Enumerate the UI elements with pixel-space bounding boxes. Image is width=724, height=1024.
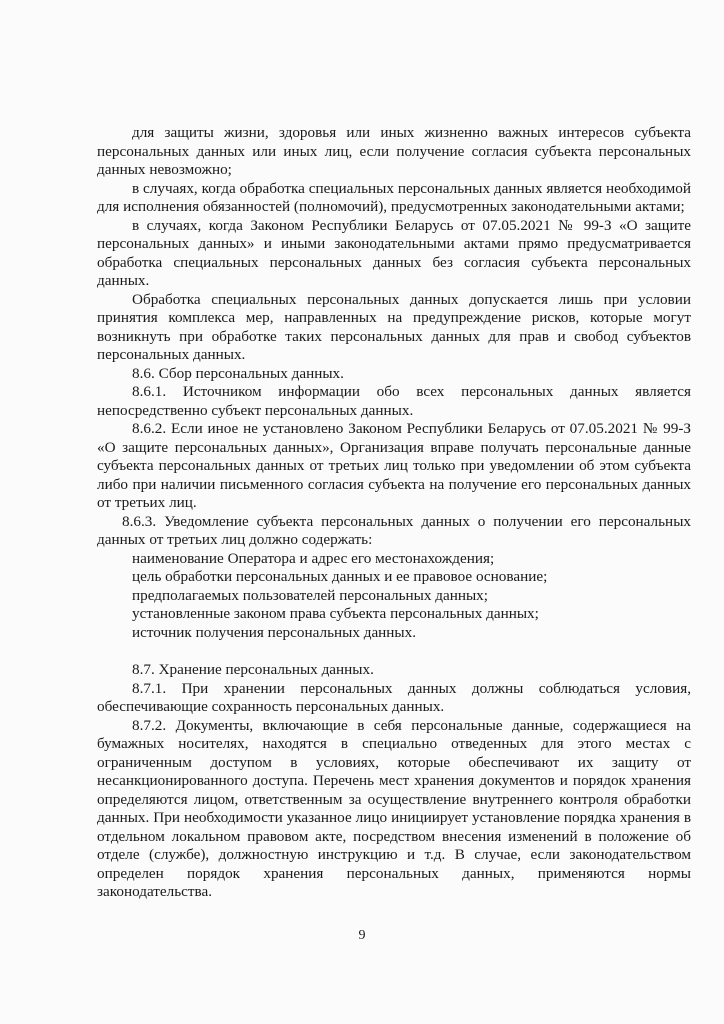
paragraph-8-6-2: 8.6.2. Если иное не установлено Законом Республики Беларусь от 07.05.2021 № 99-З «О защите персональных данных», Организация вправе получать персональные данные субъекта персональных данных от третьих лиц только при уведомлении об этом субъекта либо при наличии письменного согласия субъекта на получение его персональных данных от третьих лиц. xyxy=(97,420,691,511)
list-item: установленные законом права субъекта персональных данных; xyxy=(132,605,539,622)
section-spacer xyxy=(97,642,691,661)
document-body xyxy=(97,124,691,902)
list-item: цель обработки персональных данных и ее правовое основание; xyxy=(132,568,548,585)
list-item: источник получения персональных данных. xyxy=(132,623,417,641)
paragraph-risk-measures: Обработка специальных персональных данных допускается лишь при условии принятия комплекса мер, направленных на предупреждение рисков, которые могут возникнуть при обработке таких персональных данных для прав и свобод субъектов персональных данных. xyxy=(97,290,691,363)
paragraph-statutory-duties: в случаях, когда обработка специальных персональных данных является необходимой для исполнения обязанностей (полномочий), предусмотренных законодательными актами; xyxy=(97,179,691,215)
heading-8-6: 8.6. Сбор персональных данных. xyxy=(132,364,344,382)
heading-8-7: 8.7. Хранение персональных данных. xyxy=(132,661,374,678)
page-number: 9 xyxy=(358,928,366,943)
paragraph-8-7-2: 8.7.2. Документы, включающие в себя персональные данные, содержащиеся на бумажных носителях, находятся в специально отведенных для этого местах с ограниченным доступом в условиях, которые обеспечивают их защиту от несанкционированного доступа. Перечень мест хранения документов и порядок хранения определяются лицом, ответственным за осуществление внутреннего контроля обработки данных. При необходимости указанное лицо инициирует установление порядка хранения в отдельном локальном правовом акте, посредством внесения изменений в положение об отделе (службе), должностную инструкцию и т.д. В случае, если законодательством определен порядок хранения персональных данных, применяются нормы законодательства. xyxy=(97,716,691,900)
paragraph-8-6-3: 8.6.3. Уведомление субъекта персональных данных о получении его персональных данных от третьих лиц должно содержать: xyxy=(97,512,691,548)
list-item: наименование Оператора и адрес его местонахождения; xyxy=(132,549,495,567)
paragraph-law-99z: в случаях, когда Законом Республики Беларусь от 07.05.2021 № 99-З «О защите персональных данных» и иными законодательными актами прямо предусматривается обработка специальных персональных данных без согласия субъекта персональных данных. xyxy=(97,216,691,289)
notice-list xyxy=(97,550,691,643)
paragraph-vital-interests: для защиты жизни, здоровья или иных жизненно важных интересов субъекта персональных данных или иных лиц, если получение согласия субъекта персональных данных невозможно; xyxy=(97,124,691,178)
paragraph-8-6-1: 8.6.1. Источником информации обо всех персональных данных является непосредственно субъект персональных данных. xyxy=(97,383,691,419)
paragraph-8-7-1: 8.7.1. При хранении персональных данных должны соблюдаться условия, обеспечивающие сохранность персональных данных. xyxy=(97,679,691,715)
list-item: предполагаемых пользователей персональных данных; xyxy=(132,586,488,604)
